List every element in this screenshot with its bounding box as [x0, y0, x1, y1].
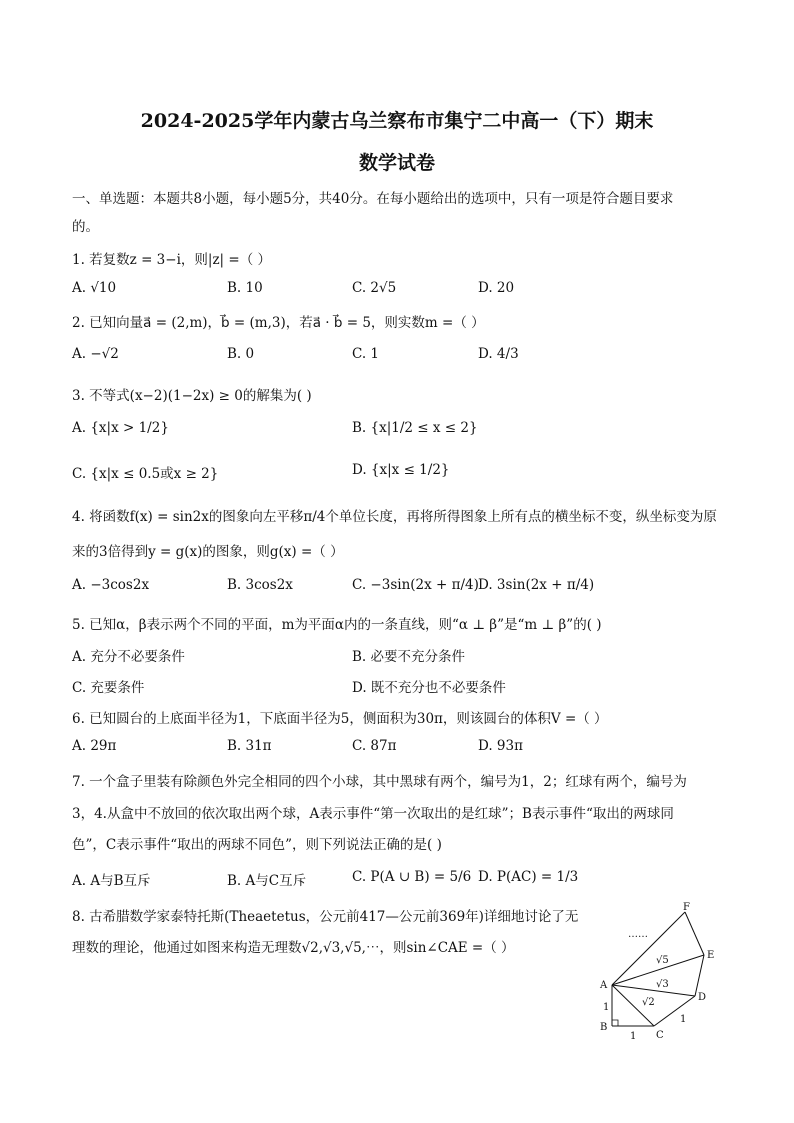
q4-stem-cont: 来的3倍得到y = g(x)的图象，则g(x) =（ ）	[72, 544, 344, 560]
section-heading-cont: 的。	[72, 219, 99, 235]
figure-ellipsis: ……	[628, 929, 648, 940]
q7-option-a: A. A与B互斥	[72, 873, 151, 889]
q3-option-d: D. {x|x ≤ 1/2}	[352, 462, 450, 478]
q2-option-d: D. 4/3	[478, 346, 519, 362]
label-cd: 1	[680, 1014, 687, 1025]
q6-option-a: A. 29π	[72, 738, 117, 754]
label-ae: √5	[656, 955, 669, 966]
point-d: D	[698, 992, 707, 1003]
q8-stem: 8. 古希腊数学家泰特托斯(Theaetetus，公元前417—公元前369年)详细地讨论了无	[72, 909, 579, 925]
q1-stem: 1. 若复数z = 3−i，则|z| =（ ）	[72, 252, 271, 268]
point-a: A	[600, 980, 608, 991]
q8-stem-cont: 理数的理论，他通过如图来构造无理数√2,√3,√5,⋯，则sin∠CAE =（ ）	[72, 940, 515, 956]
label-ac: √2	[642, 997, 655, 1008]
edge-de	[695, 955, 704, 996]
point-f: F	[683, 902, 690, 913]
q4-option-c: C. −3sin(2x + π/4)	[352, 577, 479, 593]
edge-cd	[654, 996, 695, 1026]
q1-option-a: A. √10	[72, 280, 117, 296]
q6-option-c: C. 87π	[352, 738, 397, 754]
edge-ef	[685, 912, 704, 955]
q7-option-d: D. P(AC) = 1/3	[478, 869, 579, 885]
q7-option-c: C. P(A ∪ B) = 5/6	[352, 869, 472, 885]
right-angle-b	[612, 1020, 618, 1026]
q5-stem: 5. 已知α，β表示两个不同的平面，m为平面α内的一条直线，则“α ⊥ β”是“m ⊥ β”的( )	[72, 617, 602, 633]
q4-option-a: A. −3cos2x	[72, 577, 150, 593]
edge-af	[612, 912, 685, 985]
point-b: B	[600, 1022, 608, 1033]
q5-option-d: D. 既不充分也不必要条件	[352, 680, 506, 696]
q1-option-d: D. 20	[478, 280, 515, 296]
q6-option-d: D. 93π	[478, 738, 523, 754]
section-heading: 一、单选题：本题共8小题，每小题5分，共40分。在每小题给出的选项中，只有一项是符合题目要求	[72, 191, 674, 207]
q1-option-c: C. 2√5	[352, 280, 397, 296]
q2-option-c: C. 1	[352, 346, 380, 362]
q3-option-c: C. {x|x ≤ 0.5或x ≥ 2}	[72, 466, 219, 482]
exam-subtitle: 数学试卷	[358, 152, 435, 174]
q7-stem-cont1: 3，4.从盒中不放回的依次取出两个球，A表示事件“第一次取出的是红球”；B表示事件“取出的两球同	[72, 806, 674, 822]
q5-option-c: C. 充要条件	[72, 680, 145, 696]
label-bc: 1	[630, 1031, 637, 1042]
q2-option-a: A. −√2	[72, 346, 119, 362]
q7-stem: 7. 一个盒子里装有除颜色外完全相同的四个小球，其中黑球有两个，编号为1，2；红球有两个，编号为	[72, 774, 687, 790]
label-ab: 1	[603, 1002, 610, 1013]
q4-option-b: B. 3cos2x	[227, 577, 293, 593]
q2-stem: 2. 已知向量a⃗ = (2,m)，b⃗ = (m,3)，若a⃗ · b⃗ = 5，则实数m =（ ）	[72, 315, 485, 331]
q4-option-d: D. 3sin(2x + π/4)	[478, 577, 595, 593]
exam-title: 2024-2025学年内蒙古乌兰察布市集宁二中高一（下）期末	[140, 110, 654, 132]
q3-option-a: A. {x|x > 1/2}	[72, 420, 169, 436]
point-c: C	[656, 1030, 664, 1041]
q7-stem-cont2: 色”，C表示事件“取出的两球不同色”，则下列说法正确的是( )	[72, 837, 442, 853]
q5-option-a: A. 充分不必要条件	[72, 649, 185, 665]
q7-option-b: B. A与C互斥	[227, 873, 307, 889]
theaetetus-spiral-figure	[590, 900, 730, 1045]
q3-option-b: B. {x|1/2 ≤ x ≤ 2}	[352, 420, 478, 436]
q4-stem: 4. 将函数f(x) = sin2x的图象向左平移π/4个单位长度，再将所得图象上所有点的横坐标不变，纵坐标变为原	[72, 509, 717, 525]
q6-option-b: B. 31π	[227, 738, 272, 754]
point-e: E	[707, 950, 715, 961]
q3-stem: 3. 不等式(x−2)(1−2x) ≥ 0的解集为( )	[72, 388, 312, 404]
q1-option-b: B. 10	[227, 280, 263, 296]
q5-option-b: B. 必要不充分条件	[352, 649, 466, 665]
q6-stem: 6. 已知圆台的上底面半径为1，下底面半径为5，侧面积为30π，则该圆台的体积V =（ ）	[72, 711, 608, 727]
label-ad: √3	[656, 979, 669, 990]
q2-option-b: B. 0	[227, 346, 255, 362]
edge-ad	[612, 985, 695, 996]
